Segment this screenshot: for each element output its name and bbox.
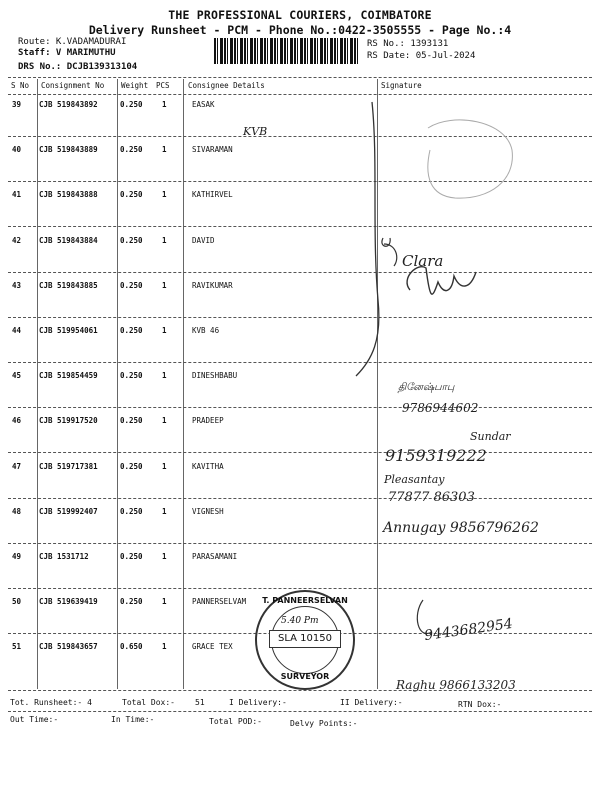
row-consignee: KVB 46 bbox=[192, 326, 220, 335]
company-title: THE PROFESSIONAL COURIERS, COIMBATORE bbox=[168, 8, 432, 22]
row-sno: 41 bbox=[12, 190, 22, 199]
row-weight: 0.250 bbox=[120, 507, 143, 516]
row-consignee: PANNERSELVAM bbox=[192, 597, 247, 606]
footer-ii-delivery: II Delivery:- bbox=[340, 698, 403, 707]
row-consignee: PRADEEP bbox=[192, 416, 224, 425]
row-sno: 44 bbox=[12, 326, 22, 335]
row-sno: 49 bbox=[12, 552, 22, 561]
row-consignment: CJB 519854459 bbox=[39, 371, 98, 380]
row-pcs: 1 bbox=[162, 326, 167, 335]
handwriting-r46-phone: 9159319222 bbox=[385, 446, 487, 465]
row-pcs: 1 bbox=[162, 642, 167, 651]
row-sno: 43 bbox=[12, 281, 22, 290]
row-separator bbox=[8, 543, 592, 544]
row-pcs: 1 bbox=[162, 597, 167, 606]
row-separator bbox=[8, 407, 592, 408]
footer-rtn-dox: RTN Dox:- bbox=[458, 700, 502, 709]
footer-tot-runsheet: Tot. Runsheet:- 4 bbox=[10, 698, 92, 707]
rs-date-label: RS Date: 05-Jul-2024 bbox=[367, 51, 476, 61]
staff-label: Staff: V MARIMUTHU bbox=[18, 48, 116, 58]
signature-stroke bbox=[356, 102, 379, 376]
col-divider bbox=[37, 79, 38, 689]
col-consignment: Consignment No bbox=[41, 81, 105, 90]
row-separator bbox=[8, 136, 592, 137]
row-pcs: 1 bbox=[162, 100, 167, 109]
row-pcs: 1 bbox=[162, 552, 167, 561]
header-rule-bottom bbox=[8, 94, 592, 95]
col-weight: Weight bbox=[121, 81, 149, 90]
row-consignee: RAVIKUMAR bbox=[192, 281, 233, 290]
row-pcs: 1 bbox=[162, 462, 167, 471]
handwriting-r46-name: Sundar bbox=[470, 430, 511, 443]
footer-in-time: In Time:- bbox=[111, 715, 155, 724]
row-separator bbox=[8, 226, 592, 227]
row-consignment: CJB 519843884 bbox=[39, 236, 98, 245]
row-pcs: 1 bbox=[162, 371, 167, 380]
route-label: Route: K.VADAMADURAI bbox=[18, 37, 127, 47]
row-sno: 50 bbox=[12, 597, 22, 606]
row-consignee: EASAK bbox=[192, 100, 215, 109]
row-sno: 46 bbox=[12, 416, 22, 425]
rs-no-label: RS No.: 1393131 bbox=[367, 39, 449, 49]
row-sno: 39 bbox=[12, 100, 22, 109]
handwriting-r48: Annugay 9856796262 bbox=[383, 520, 539, 536]
row-pcs: 1 bbox=[162, 507, 167, 516]
row-weight: 0.250 bbox=[120, 236, 143, 245]
footer-total-dox: Total Dox:- bbox=[122, 698, 175, 707]
footer-out-time: Out Time:- bbox=[10, 715, 59, 724]
col-divider bbox=[183, 79, 184, 689]
handwriting-r51: Raghu 9866133203 bbox=[396, 678, 516, 692]
header-rule-top bbox=[8, 77, 592, 78]
row-consignment: CJB 519843657 bbox=[39, 642, 98, 651]
handwriting-r45-phone: 9786944602 bbox=[402, 401, 479, 415]
row-separator bbox=[8, 452, 592, 453]
row-separator bbox=[8, 317, 592, 318]
col-consignee: Consignee Details bbox=[188, 81, 265, 90]
row-pcs: 1 bbox=[162, 236, 167, 245]
row-weight: 0.250 bbox=[120, 462, 143, 471]
row-sno: 42 bbox=[12, 236, 22, 245]
stamp-time: 5.40 Pm bbox=[281, 616, 319, 626]
col-signature: Signature bbox=[381, 81, 422, 90]
row-weight: 0.250 bbox=[120, 281, 143, 290]
col-sno: S No bbox=[11, 81, 30, 90]
drs-label: DRS No.: DCJB139313104 bbox=[18, 62, 138, 72]
row-weight: 0.250 bbox=[120, 371, 143, 380]
row-consignment: CJB 519843885 bbox=[39, 281, 98, 290]
stamp-bottom-text: SURVEYOR bbox=[280, 672, 330, 681]
col-pcs: PCS bbox=[156, 81, 170, 90]
row-pcs: 1 bbox=[162, 281, 167, 290]
handwriting-r50-phone: 9443682954 bbox=[423, 615, 514, 645]
row-consignment: CJB 519843888 bbox=[39, 190, 98, 199]
row-weight: 0.650 bbox=[120, 642, 143, 651]
row-sno: 47 bbox=[12, 462, 22, 471]
row-weight: 0.250 bbox=[120, 552, 143, 561]
row-consignee: KATHIRVEL bbox=[192, 190, 233, 199]
row-weight: 0.250 bbox=[120, 190, 143, 199]
footer-rule-mid bbox=[8, 711, 592, 712]
row-weight: 0.250 bbox=[120, 597, 143, 606]
barcode bbox=[214, 38, 360, 64]
row-sno: 48 bbox=[12, 507, 22, 516]
footer-rule-top bbox=[8, 690, 592, 691]
row-consignment: CJB 519954061 bbox=[39, 326, 98, 335]
row-sno: 51 bbox=[12, 642, 22, 651]
signature-stroke bbox=[382, 238, 397, 266]
row-consignment: CJB 519992407 bbox=[39, 507, 98, 516]
row-consignment: CJB 519639419 bbox=[39, 597, 98, 606]
handwriting-r47-name: Pleasantay bbox=[384, 473, 445, 486]
row-consignee: GRACE TEX bbox=[192, 642, 233, 651]
footer-delvy-points: Delvy Points:- bbox=[290, 719, 358, 728]
signature-stroke bbox=[407, 267, 476, 294]
row-consignment: CJB 519917520 bbox=[39, 416, 98, 425]
row-consignee: KAVITHA bbox=[192, 462, 224, 471]
signature-row-42: Clara bbox=[402, 252, 444, 270]
row-separator bbox=[8, 181, 592, 182]
row-consignee: SIVARAMAN bbox=[192, 145, 233, 154]
row-consignee: DINESHBABU bbox=[192, 371, 238, 380]
footer-i-delivery: I Delivery:- bbox=[229, 698, 287, 707]
row-consignee: PARASAMANI bbox=[192, 552, 238, 561]
row-weight: 0.250 bbox=[120, 145, 143, 154]
footer-total-pod: Total POD:- bbox=[209, 717, 262, 726]
stamp-top-text: T. PANNEERSELVAN bbox=[262, 596, 348, 605]
stamp-id: SLA 10150 bbox=[269, 630, 341, 648]
row-sno: 40 bbox=[12, 145, 22, 154]
row-consignment: CJB 519717381 bbox=[39, 462, 98, 471]
surveyor-stamp bbox=[255, 590, 355, 690]
row-weight: 0.250 bbox=[120, 326, 143, 335]
row-consignee: DAVID bbox=[192, 236, 215, 245]
row-pcs: 1 bbox=[162, 190, 167, 199]
runsheet-subtitle: Delivery Runsheet - PCM - Phone No.:0422-3505555 - Page No.:4 bbox=[88, 23, 512, 37]
row-separator bbox=[8, 498, 592, 499]
handwriting-kvb: KVB bbox=[243, 125, 268, 138]
handwriting-r45-name: தினேஷ்பாபு bbox=[398, 382, 455, 393]
row-weight: 0.250 bbox=[120, 100, 143, 109]
row-consignment: CJB 519843892 bbox=[39, 100, 98, 109]
row-consignee: VIGNESH bbox=[192, 507, 224, 516]
row-pcs: 1 bbox=[162, 416, 167, 425]
footer-total-dox-value: 51 bbox=[195, 698, 205, 707]
signature-stroke bbox=[428, 120, 513, 198]
row-consignment: CJB 1531712 bbox=[39, 552, 89, 561]
row-pcs: 1 bbox=[162, 145, 167, 154]
row-separator bbox=[8, 272, 592, 273]
col-divider bbox=[377, 79, 378, 689]
row-weight: 0.250 bbox=[120, 416, 143, 425]
row-consignment: CJB 519843889 bbox=[39, 145, 98, 154]
col-divider bbox=[117, 79, 118, 689]
row-sno: 45 bbox=[12, 371, 22, 380]
row-separator bbox=[8, 588, 592, 589]
handwriting-r47-phone: 77877 86303 bbox=[388, 490, 475, 505]
row-separator bbox=[8, 362, 592, 363]
